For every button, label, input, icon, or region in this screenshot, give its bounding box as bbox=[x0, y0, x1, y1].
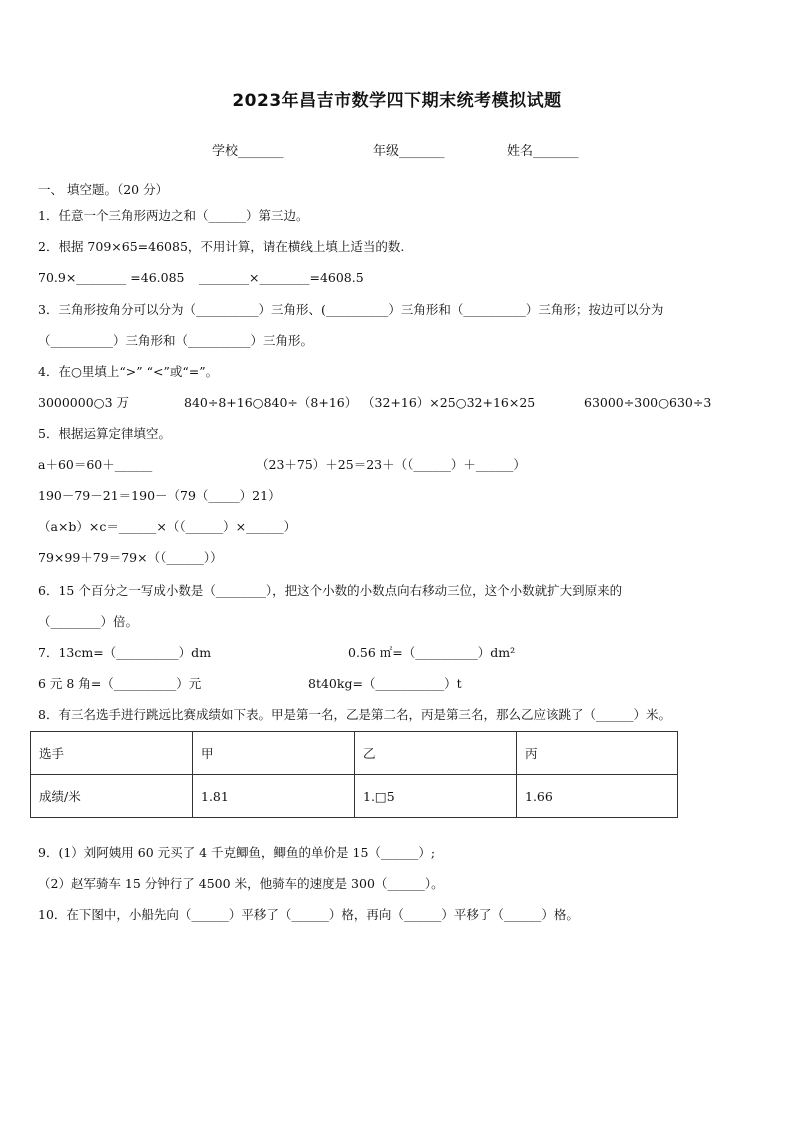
question-5-a: a＋60＝60＋______ bbox=[38, 457, 153, 472]
name-field: 姓名_______ bbox=[507, 144, 579, 159]
table-header-row bbox=[31, 732, 678, 775]
school-field: 学校_______ bbox=[212, 144, 284, 159]
results-table bbox=[30, 731, 678, 818]
table-cell: 1.66 bbox=[517, 775, 678, 818]
question-7-b: 0.56 ㎡=（__________）dm² bbox=[348, 645, 516, 660]
question-7-d: 8t40kg=（___________）t bbox=[308, 676, 462, 691]
question-6-line-1: 6．15 个百分之一写成小数是（________），把这个小数的小数点向右移动三位，这个小数就扩大到原来的 bbox=[38, 583, 623, 598]
question-5-d: （a×b）×c＝______×（（______）×______） bbox=[38, 519, 297, 534]
question-3-line-1: 3．三角形按角分可以分为（__________）三角形、(__________）三角形和（__________）三角形；按边可以分为 bbox=[38, 302, 664, 317]
question-1: 1．任意一个三角形两边之和（______）第三边。 bbox=[38, 208, 309, 223]
page-title: 2023年昌吉市数学四下期末统考模拟试题 bbox=[232, 91, 562, 111]
question-4-item-3: （32+16）×25○32+16×25 bbox=[362, 395, 536, 410]
question-10: 10．在下图中，小船先向（______）平移了（______）格，再向（______）平移了（______）格。 bbox=[38, 907, 579, 922]
table-cell: 选手 bbox=[31, 732, 193, 775]
section-heading: 一、 填空题。（20 分） bbox=[38, 182, 169, 197]
question-4: 4．在○里填上“>” “<”或“=”。 bbox=[38, 364, 219, 379]
grade-field: 年级_______ bbox=[373, 144, 445, 159]
question-9-line-1: 9．(1）刘阿姨用 60 元买了 4 千克鲫鱼，鲫鱼的单价是 15（______）; bbox=[38, 845, 436, 860]
question-5-b: （23＋75）＋25＝23＋（（______）＋______） bbox=[256, 457, 526, 472]
question-2-blank-b: ________×________=4608.5 bbox=[199, 270, 364, 285]
question-2: 2．根据 709×65=46085，不用计算，请在横线上填上适当的数. bbox=[38, 239, 405, 254]
question-9-line-2: （2）赵军骑车 15 分钟行了 4500 米，他骑车的速度是 300（______）。 bbox=[38, 876, 444, 891]
table-row bbox=[31, 775, 678, 818]
question-3-line-2: （__________）三角形和（__________）三角形。 bbox=[38, 333, 314, 348]
question-6-line-2: （________）倍。 bbox=[38, 614, 139, 629]
table-cell: 1.□5 bbox=[355, 775, 517, 818]
table-cell: 乙 bbox=[355, 732, 517, 775]
question-4-item-4: 63000÷300○630÷3 bbox=[584, 395, 712, 410]
table-cell: 1.81 bbox=[193, 775, 355, 818]
table-cell: 甲 bbox=[193, 732, 355, 775]
question-7-a: 7．13cm=（__________）dm bbox=[38, 645, 212, 660]
question-8: 8．有三名选手进行跳远比赛成绩如下表。甲是第一名，乙是第二名，丙是第三名，那么乙应该跳了（______）米。 bbox=[38, 707, 671, 722]
question-4-item-1: 3000000○3 万 bbox=[38, 395, 130, 410]
question-5-e: 79×99＋79＝79×（（______）） bbox=[38, 550, 223, 565]
question-4-item-2: 840÷8+16○840÷（8+16） bbox=[184, 395, 358, 410]
question-7-c: 6 元 8 角=（__________）元 bbox=[38, 676, 202, 691]
question-2-blank-a: 70.9×________ =46.085 bbox=[38, 270, 185, 285]
question-5-c: 190－79－21＝190－（79（_____）21） bbox=[38, 488, 281, 503]
question-5: 5．根据运算定律填空。 bbox=[38, 426, 171, 441]
table-cell: 成绩/米 bbox=[31, 775, 193, 818]
table-cell: 丙 bbox=[517, 732, 678, 775]
